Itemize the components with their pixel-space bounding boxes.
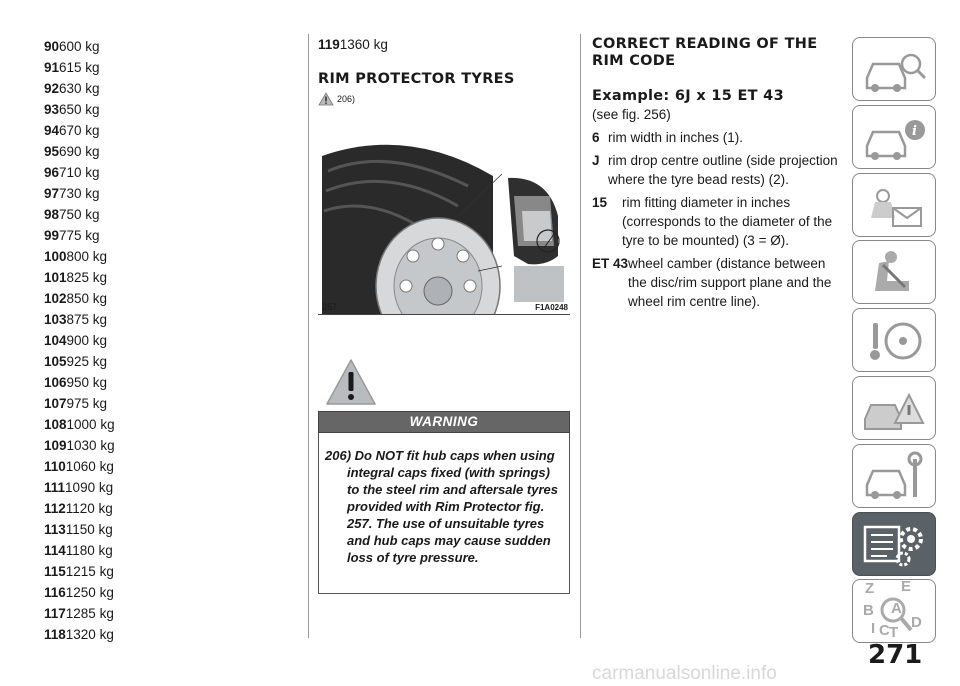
warning-icon-wrap	[325, 357, 570, 417]
index-letter: B	[863, 602, 874, 620]
index-letter: I	[871, 620, 876, 638]
load-index-row: 104900 kg	[44, 333, 108, 348]
magnifier-icon	[853, 580, 935, 642]
definition-item: 6 rim width in inches (1).	[592, 130, 744, 145]
index-letter: E	[901, 578, 912, 596]
svg-text:i: i	[912, 123, 917, 139]
warning-box	[318, 433, 570, 594]
rim-code-section	[592, 34, 842, 311]
load-index-row: 1191360 kg	[318, 37, 388, 52]
watermark: carmanualsonline.info	[592, 663, 777, 684]
load-index-row: 90600 kg	[44, 39, 100, 54]
chapter-tab[interactable]	[852, 240, 936, 304]
chapter-tab[interactable]	[852, 376, 936, 440]
load-index-row: 100800 kg	[44, 249, 108, 264]
load-index-row: 101825 kg	[44, 270, 108, 285]
section-heading: RIM PROTECTOR TYRES	[318, 71, 515, 87]
steering-key-icon	[853, 309, 935, 371]
warning-triangle-icon	[325, 357, 377, 407]
chapter-tab[interactable]	[852, 444, 936, 508]
figure-rim-protector-tyre	[318, 116, 570, 315]
load-index-row: 98750 kg	[44, 207, 100, 222]
figure-number: 257	[322, 302, 338, 312]
car-maintenance-icon	[853, 445, 935, 507]
technical-data-icon	[853, 513, 935, 575]
tyre-illustration	[318, 116, 570, 314]
definition-item: 15 rim fitting diameter in inches (corresponds to the diameter of the tyre to be mounted) (3 = Ø).	[592, 195, 833, 248]
load-index-row: 93650 kg	[44, 102, 100, 117]
load-index-row: 1141180 kg	[44, 543, 113, 558]
chapter-tab[interactable]	[852, 37, 936, 101]
load-index-row: 1081000 kg	[44, 417, 115, 432]
seat-safety-icon	[853, 241, 935, 303]
load-index-row: 95690 kg	[44, 144, 100, 159]
rim-code-definitions	[592, 128, 842, 311]
car-emergency-icon	[853, 377, 935, 439]
chapter-tab[interactable]	[852, 308, 936, 372]
index-letter: D	[911, 614, 922, 632]
load-index-row: 97730 kg	[44, 186, 100, 201]
figure-code: F1A0248	[535, 303, 568, 312]
section-heading: CORRECT READING OF THE RIM CODE	[592, 36, 818, 69]
definition-item: ET 43wheel camber (distance between the disc/rim support plane and the wheel rim centre line).	[592, 256, 832, 309]
warning-lights-icon	[853, 174, 935, 236]
chapter-tabs	[852, 37, 936, 647]
load-index-row: 1111090 kg	[44, 480, 114, 495]
index-letter: A	[891, 600, 902, 618]
column-divider	[580, 34, 581, 638]
page-number: 271	[868, 640, 923, 670]
warning-reference: 206)	[318, 92, 570, 106]
load-index-row: 107975 kg	[44, 396, 108, 411]
load-index-row: 99775 kg	[44, 228, 100, 243]
load-index-row: 96710 kg	[44, 165, 100, 180]
figure-reference: (see fig. 256)	[592, 107, 671, 122]
load-index-row: 1101060 kg	[44, 459, 114, 474]
chapter-tab[interactable]	[852, 512, 936, 576]
example-heading: Example: 6J x 15 ET 43	[592, 88, 784, 104]
load-index-row: 105925 kg	[44, 354, 108, 369]
definition-item: J rim drop centre outline (side projection where the tyre bead rests) (2).	[592, 153, 838, 187]
chapter-tab[interactable]	[852, 173, 936, 237]
load-index-list	[44, 36, 294, 645]
load-index-row: 94670 kg	[44, 123, 100, 138]
index-letter: Z	[865, 580, 875, 598]
car-info-icon	[853, 106, 935, 168]
car-dashboard-icon	[853, 38, 935, 100]
load-index-row: 106950 kg	[44, 375, 108, 390]
load-index-row: 1161250 kg	[44, 585, 114, 600]
index-letter: T	[889, 624, 899, 642]
load-index-row: 1171285 kg	[44, 606, 114, 621]
index-letter: C	[879, 622, 890, 640]
load-index-row: 1151215 kg	[44, 564, 114, 579]
load-index-row: 1131150 kg	[44, 522, 113, 537]
load-index-row: 1091030 kg	[44, 438, 115, 453]
load-index-row: 1181320 kg	[44, 627, 114, 642]
load-index-row: 91615 kg	[44, 60, 100, 75]
warning-text: 206) Do NOT fit hub caps when using integral caps fixed (with springs) to the steel rim and aftersale tyres provided with Rim Protector fig. 257. The use of unsuitable tyres and hub caps may cause sudden loss of tyre pressure.	[325, 448, 558, 565]
chapter-tab[interactable]	[852, 105, 936, 169]
warning-title: WARNING	[318, 411, 570, 433]
warning-triangle-icon	[318, 92, 334, 106]
load-index-row: 92630 kg	[44, 81, 100, 96]
load-index-row: 102850 kg	[44, 291, 108, 306]
chapter-tab[interactable]	[852, 579, 936, 643]
load-index-row: 103875 kg	[44, 312, 108, 327]
rim-protector-section	[318, 34, 570, 594]
column-divider	[308, 34, 309, 638]
load-index-row: 1121120 kg	[44, 501, 113, 516]
